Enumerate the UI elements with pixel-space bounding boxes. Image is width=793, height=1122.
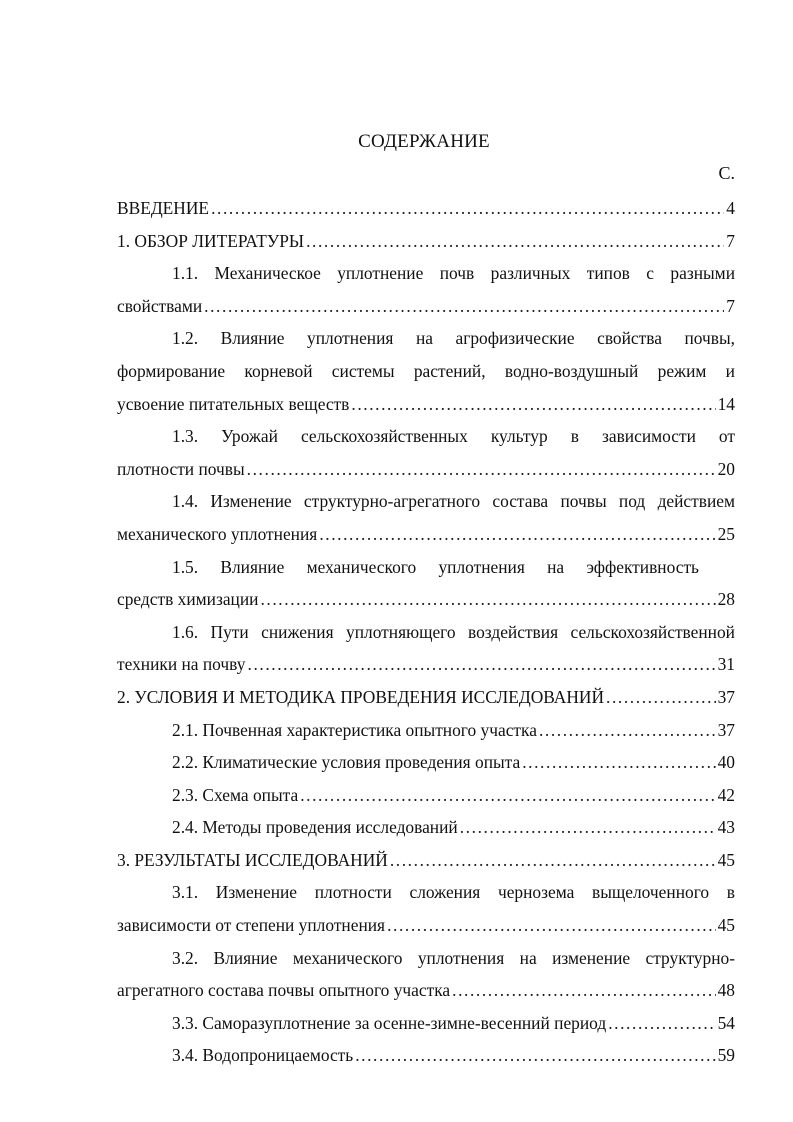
toc-entry-section-1-4[interactable] <box>117 485 735 550</box>
toc-entry-title-line: 1.2. Влияние уплотнения на агрофизические свойства почвы, <box>172 328 735 349</box>
toc-page-number: 45 <box>717 849 735 870</box>
toc-page-number: 20 <box>717 458 735 479</box>
toc-page-number: 37 <box>717 719 735 740</box>
toc-entry-section-2-3[interactable] <box>117 779 735 812</box>
toc-entry-title-line: 1.3. Урожай сельскохозяйственных культур в зависимости от <box>172 426 735 447</box>
toc-entry-title-line: 1.5. Влияние механического уплотнения на эффективность <box>172 556 699 577</box>
toc-entry-title-line: 3.1. Изменение плотности сложения чернозема выщелоченного в <box>172 882 735 903</box>
toc-leader-dots <box>300 779 715 812</box>
toc-page-number: 59 <box>717 1045 735 1066</box>
toc-entry-section-2-1[interactable] <box>117 714 735 747</box>
toc-leader-dots <box>390 844 716 877</box>
toc-entry-chapter-3[interactable] <box>117 844 735 877</box>
table-of-contents <box>117 192 735 1072</box>
toc-entry-title-line: формирование корневой системы растений, водно-воздушный режим и <box>117 360 735 381</box>
toc-page-number: 4 <box>726 198 735 218</box>
toc-entry-section-3-1[interactable] <box>117 876 735 941</box>
toc-leader-dots <box>306 225 724 258</box>
toc-page-number: 28 <box>717 589 735 610</box>
toc-entry-section-1-6[interactable] <box>117 616 735 681</box>
toc-entry-section-1-5[interactable] <box>117 551 735 616</box>
toc-leader-dots <box>452 974 715 1007</box>
toc-leader-dots <box>606 681 716 714</box>
toc-entry-title-line: 3.2. Влияние механического уплотнения на изменение структурно- <box>172 947 735 968</box>
toc-entry-title-line: техники на почву <box>117 654 246 675</box>
toc-entry-chapter-1[interactable] <box>117 225 735 258</box>
toc-page-number: 7 <box>726 230 735 251</box>
toc-entry-section-1-1[interactable] <box>117 257 735 322</box>
toc-entry-title: 2.3. Схема опыта <box>172 784 299 805</box>
toc-entry-title-line: 1.1. Механическое уплотнение почв различных типов с разными <box>172 263 735 284</box>
toc-entry-title-line: плотности почвы <box>117 458 245 479</box>
toc-leader-dots <box>247 453 716 486</box>
toc-entry-title-line: зависимости от степени уплотнения <box>117 915 386 936</box>
toc-entry-title-line: 1.4. Изменение структурно-агрегатного состава почвы под действием <box>172 491 735 512</box>
toc-leader-dots <box>211 192 724 225</box>
toc-entry-title-line: агрегатного состава почвы опытного участка <box>117 980 451 1001</box>
toc-entry-section-1-2[interactable] <box>117 322 735 420</box>
toc-entry-title: 2.2. Климатические условия проведения опыта <box>172 752 521 773</box>
toc-leader-dots <box>351 388 715 421</box>
toc-entry-title: 2. УСЛОВИЯ И МЕТОДИКА ПРОВЕДЕНИЯ ИССЛЕДОВАНИЙ <box>117 686 605 707</box>
toc-page-number: 43 <box>717 817 735 838</box>
toc-page-number: 7 <box>726 295 735 316</box>
toc-entry-title-line: 1.6. Пути снижения уплотняющего воздействия сельскохозяйственной <box>172 621 735 642</box>
page-column-label: С. <box>718 163 735 183</box>
toc-page-number: 31 <box>717 654 735 675</box>
toc-entry-chapter-2[interactable] <box>117 681 735 714</box>
toc-entry-title-line: свойствами <box>117 295 203 316</box>
toc-leader-dots <box>355 1039 715 1072</box>
toc-page-number: 40 <box>717 752 735 773</box>
toc-page-number: 25 <box>717 523 735 544</box>
toc-entry-section-1-3[interactable] <box>117 420 735 485</box>
toc-leader-dots <box>260 583 715 616</box>
toc-leader-dots <box>608 1007 715 1040</box>
toc-leader-dots <box>460 811 716 844</box>
toc-leader-dots <box>522 746 715 779</box>
toc-entry-title: 3.4. Водопроницаемость <box>172 1045 354 1066</box>
toc-page-number: 37 <box>717 686 735 707</box>
toc-entry-introduction[interactable] <box>117 192 735 225</box>
toc-leader-dots <box>539 714 716 747</box>
toc-entry-section-2-4[interactable] <box>117 811 735 844</box>
toc-entry-title: 3.3. Саморазуплотнение за осенне-зимне-весенний период <box>172 1012 607 1033</box>
toc-page-number: 14 <box>717 393 735 414</box>
toc-entry-title-line: механического уплотнения <box>117 523 318 544</box>
toc-entry-title: 3. РЕЗУЛЬТАТЫ ИССЛЕДОВАНИЙ <box>117 849 388 870</box>
toc-entry-section-3-4[interactable] <box>117 1039 735 1072</box>
toc-entry-title: ВВЕДЕНИЕ <box>117 198 210 218</box>
toc-entry-title: 2.4. Методы проведения исследований <box>172 817 458 838</box>
page-title: СОДЕРЖАНИЕ <box>358 131 490 152</box>
toc-page-number: 48 <box>717 980 735 1001</box>
toc-page-number: 54 <box>717 1012 735 1033</box>
toc-entry-title-line: средств химизации <box>117 589 259 610</box>
toc-leader-dots <box>248 648 716 681</box>
toc-leader-dots <box>387 909 716 942</box>
toc-leader-dots <box>204 290 724 323</box>
toc-entry-section-2-2[interactable] <box>117 746 735 779</box>
toc-leader-dots <box>319 518 715 551</box>
toc-entry-title-line: усвоение питательных веществ <box>117 393 350 414</box>
toc-entry-section-3-2[interactable] <box>117 942 735 1007</box>
toc-entry-title: 1. ОБЗОР ЛИТЕРАТУРЫ <box>117 230 305 251</box>
toc-entry-section-3-3[interactable] <box>117 1007 735 1040</box>
toc-entry-title: 2.1. Почвенная характеристика опытного участка <box>172 719 537 740</box>
toc-page-number: 42 <box>717 784 735 805</box>
toc-page-number: 45 <box>717 915 735 936</box>
